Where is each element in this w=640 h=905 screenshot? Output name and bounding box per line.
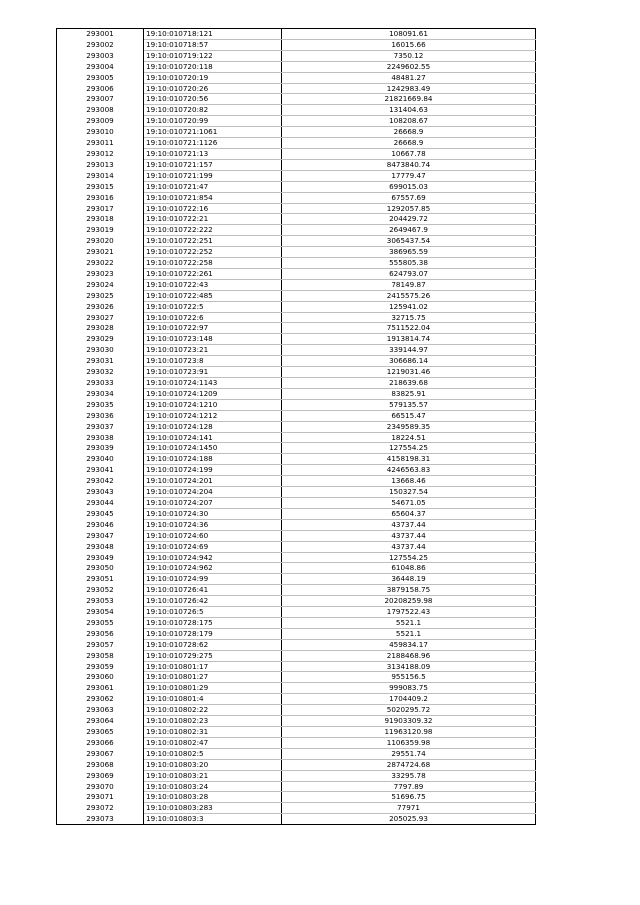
table-row [57, 661, 536, 672]
cadastral-number-cell: 19:10:010724:201 [144, 476, 282, 487]
amount-cell: 699015.03 [282, 181, 536, 192]
row-id-cell: 293021 [57, 247, 144, 258]
table-row [57, 694, 536, 705]
row-id-cell: 293042 [57, 476, 144, 487]
amount-cell: 51696.75 [282, 792, 536, 803]
cadastral-number-cell: 19:10:010724:942 [144, 552, 282, 563]
cadastral-number-cell: 19:10:010724:1210 [144, 399, 282, 410]
row-id-cell: 293051 [57, 574, 144, 585]
row-id-cell: 293003 [57, 50, 144, 61]
table-row [57, 203, 536, 214]
table-row [57, 410, 536, 421]
row-id-cell: 293037 [57, 421, 144, 432]
row-id-cell: 293055 [57, 617, 144, 628]
amount-cell: 13668.46 [282, 476, 536, 487]
cadastral-number-cell: 19:10:010722:261 [144, 268, 282, 279]
cadastral-number-cell: 19:10:010801:4 [144, 694, 282, 705]
amount-cell: 2649467.9 [282, 225, 536, 236]
cadastral-number-cell: 19:10:010718:121 [144, 29, 282, 40]
cadastral-number-cell: 19:10:010723:21 [144, 345, 282, 356]
table-row [57, 225, 536, 236]
amount-cell: 48481.27 [282, 72, 536, 83]
row-id-cell: 293070 [57, 781, 144, 792]
cadastral-number-cell: 19:10:010724:1209 [144, 388, 282, 399]
table-row [57, 519, 536, 530]
table-row [57, 29, 536, 40]
amount-cell: 1292057.85 [282, 203, 536, 214]
amount-cell: 17779.47 [282, 170, 536, 181]
table-row [57, 596, 536, 607]
amount-cell: 108091.61 [282, 29, 536, 40]
table-row [57, 138, 536, 149]
cadastral-number-cell: 19:10:010801:27 [144, 672, 282, 683]
row-id-cell: 293005 [57, 72, 144, 83]
amount-cell: 339144.97 [282, 345, 536, 356]
amount-cell: 1219031.46 [282, 367, 536, 378]
table-row [57, 814, 536, 825]
cadastral-number-cell: 19:10:010802:22 [144, 705, 282, 716]
cadastral-number-cell: 19:10:010722:5 [144, 301, 282, 312]
cadastral-number-cell: 19:10:010724:69 [144, 541, 282, 552]
row-id-cell: 293011 [57, 138, 144, 149]
cadastral-number-cell: 19:10:010720:26 [144, 83, 282, 94]
cadastral-number-cell: 19:10:010802:23 [144, 716, 282, 727]
amount-cell: 5521.1 [282, 617, 536, 628]
amount-cell: 555805.38 [282, 258, 536, 269]
row-id-cell: 293031 [57, 356, 144, 367]
cadastral-number-cell: 19:10:010722:252 [144, 247, 282, 258]
amount-cell: 7797.89 [282, 781, 536, 792]
amount-cell: 127554.25 [282, 443, 536, 454]
amount-cell: 83825.91 [282, 388, 536, 399]
amount-cell: 66515.47 [282, 410, 536, 421]
cadastral-number-cell: 19:10:010724:1450 [144, 443, 282, 454]
amount-cell: 65604.37 [282, 508, 536, 519]
table-row [57, 432, 536, 443]
cadastral-number-cell: 19:10:010722:485 [144, 290, 282, 301]
table-row [57, 803, 536, 814]
table-row [57, 759, 536, 770]
row-id-cell: 293035 [57, 399, 144, 410]
row-id-cell: 293023 [57, 268, 144, 279]
cadastral-number-cell: 19:10:010803:28 [144, 792, 282, 803]
table-row [57, 617, 536, 628]
table-row [57, 279, 536, 290]
row-id-cell: 293033 [57, 378, 144, 389]
amount-cell: 205025.93 [282, 814, 536, 825]
amount-cell: 7511522.04 [282, 323, 536, 334]
amount-cell: 1704409.2 [282, 694, 536, 705]
cadastral-number-cell: 19:10:010724:188 [144, 454, 282, 465]
row-id-cell: 293030 [57, 345, 144, 356]
cadastral-number-cell: 19:10:010721:1126 [144, 138, 282, 149]
cadastral-number-cell: 19:10:010803:283 [144, 803, 282, 814]
table-row [57, 541, 536, 552]
amount-cell: 7350.12 [282, 50, 536, 61]
row-id-cell: 293006 [57, 83, 144, 94]
cadastral-number-cell: 19:10:010724:962 [144, 563, 282, 574]
row-id-cell: 293054 [57, 607, 144, 618]
amount-cell: 218639.68 [282, 378, 536, 389]
cadastral-number-cell: 19:10:010801:17 [144, 661, 282, 672]
row-id-cell: 293044 [57, 497, 144, 508]
row-id-cell: 293067 [57, 748, 144, 759]
amount-cell: 5020295.72 [282, 705, 536, 716]
amount-cell: 204429.72 [282, 214, 536, 225]
amount-cell: 955156.5 [282, 672, 536, 683]
amount-cell: 108208.67 [282, 116, 536, 127]
amount-cell: 29551.74 [282, 748, 536, 759]
row-id-cell: 293064 [57, 716, 144, 727]
amount-cell: 26668.9 [282, 138, 536, 149]
amount-cell: 67557.69 [282, 192, 536, 203]
row-id-cell: 293024 [57, 279, 144, 290]
amount-cell: 54671.05 [282, 497, 536, 508]
cadastral-number-cell: 19:10:010722:97 [144, 323, 282, 334]
cadastral-number-cell: 19:10:010724:141 [144, 432, 282, 443]
table-row [57, 378, 536, 389]
table-row [57, 487, 536, 498]
amount-cell: 1106359.98 [282, 737, 536, 748]
cadastral-number-cell: 19:10:010728:62 [144, 639, 282, 650]
cadastral-number-cell: 19:10:010723:8 [144, 356, 282, 367]
table-row [57, 476, 536, 487]
cadastral-number-cell: 19:10:010729:275 [144, 650, 282, 661]
row-id-cell: 293045 [57, 508, 144, 519]
amount-cell: 21821669.84 [282, 94, 536, 105]
cadastral-number-cell: 19:10:010722:16 [144, 203, 282, 214]
cadastral-number-cell: 19:10:010726:5 [144, 607, 282, 618]
row-id-cell: 293038 [57, 432, 144, 443]
table-row [57, 530, 536, 541]
amount-cell: 3879158.75 [282, 585, 536, 596]
amount-cell: 4158198.31 [282, 454, 536, 465]
table-row [57, 737, 536, 748]
amount-cell: 36448.19 [282, 574, 536, 585]
row-id-cell: 293008 [57, 105, 144, 116]
cadastral-number-cell: 19:10:010724:204 [144, 487, 282, 498]
amount-cell: 43737.44 [282, 541, 536, 552]
cadastral-number-cell: 19:10:010721:47 [144, 181, 282, 192]
table-row [57, 497, 536, 508]
table-row [57, 683, 536, 694]
row-id-cell: 293050 [57, 563, 144, 574]
amount-cell: 624793.07 [282, 268, 536, 279]
row-id-cell: 293061 [57, 683, 144, 694]
row-id-cell: 293015 [57, 181, 144, 192]
cadastral-number-cell: 19:10:010721:157 [144, 159, 282, 170]
amount-cell: 3065437.54 [282, 236, 536, 247]
row-id-cell: 293017 [57, 203, 144, 214]
table-row [57, 781, 536, 792]
amount-cell: 43737.44 [282, 530, 536, 541]
amount-cell: 5521.1 [282, 628, 536, 639]
amount-cell: 3134188.09 [282, 661, 536, 672]
amount-cell: 1242983.49 [282, 83, 536, 94]
table-row [57, 356, 536, 367]
row-id-cell: 293069 [57, 770, 144, 781]
table-row [57, 443, 536, 454]
row-id-cell: 293010 [57, 127, 144, 138]
row-id-cell: 293040 [57, 454, 144, 465]
amount-cell: 150327.54 [282, 487, 536, 498]
table-row [57, 421, 536, 432]
row-id-cell: 293047 [57, 530, 144, 541]
row-id-cell: 293009 [57, 116, 144, 127]
row-id-cell: 293001 [57, 29, 144, 40]
cadastral-number-cell: 19:10:010720:56 [144, 94, 282, 105]
cadastral-number-cell: 19:10:010802:47 [144, 737, 282, 748]
amount-cell: 26668.9 [282, 127, 536, 138]
amount-cell: 459834.17 [282, 639, 536, 650]
table-row [57, 770, 536, 781]
cadastral-number-cell: 19:10:010718:57 [144, 39, 282, 50]
table-row [57, 247, 536, 258]
table-row [57, 39, 536, 50]
table-row [57, 563, 536, 574]
table-row [57, 214, 536, 225]
table-row [57, 268, 536, 279]
row-id-cell: 293056 [57, 628, 144, 639]
amount-cell: 2874724.68 [282, 759, 536, 770]
table-row [57, 585, 536, 596]
table-row [57, 672, 536, 683]
cadastral-number-cell: 19:10:010724:1212 [144, 410, 282, 421]
cadastral-number-cell: 19:10:010728:179 [144, 628, 282, 639]
cadastral-number-cell: 19:10:010722:21 [144, 214, 282, 225]
table-row [57, 639, 536, 650]
cadastral-number-cell: 19:10:010724:207 [144, 497, 282, 508]
table-row [57, 748, 536, 759]
amount-cell: 10667.78 [282, 148, 536, 159]
cadastral-number-cell: 19:10:010724:1143 [144, 378, 282, 389]
amount-cell: 8473840.74 [282, 159, 536, 170]
table-row [57, 116, 536, 127]
table-row [57, 650, 536, 661]
row-id-cell: 293019 [57, 225, 144, 236]
row-id-cell: 293016 [57, 192, 144, 203]
row-id-cell: 293062 [57, 694, 144, 705]
table-row [57, 258, 536, 269]
row-id-cell: 293004 [57, 61, 144, 72]
cadastral-number-cell: 19:10:010724:30 [144, 508, 282, 519]
table-row [57, 388, 536, 399]
cadastral-number-cell: 19:10:010719:122 [144, 50, 282, 61]
table-row [57, 83, 536, 94]
document-page [56, 28, 532, 825]
table-row [57, 148, 536, 159]
row-id-cell: 293036 [57, 410, 144, 421]
row-id-cell: 293028 [57, 323, 144, 334]
row-id-cell: 293014 [57, 170, 144, 181]
table-row [57, 367, 536, 378]
amount-cell: 18224.51 [282, 432, 536, 443]
row-id-cell: 293032 [57, 367, 144, 378]
row-id-cell: 293071 [57, 792, 144, 803]
cadastral-number-cell: 19:10:010720:99 [144, 116, 282, 127]
table-row [57, 312, 536, 323]
cadastral-number-cell: 19:10:010724:60 [144, 530, 282, 541]
amount-cell: 1797522.43 [282, 607, 536, 618]
cadastral-number-cell: 19:10:010721:1061 [144, 127, 282, 138]
table-row [57, 236, 536, 247]
table-row [57, 94, 536, 105]
table-row [57, 705, 536, 716]
row-id-cell: 293012 [57, 148, 144, 159]
cadastral-number-cell: 19:10:010724:128 [144, 421, 282, 432]
row-id-cell: 293058 [57, 650, 144, 661]
table-row [57, 465, 536, 476]
amount-cell: 78149.87 [282, 279, 536, 290]
table-row [57, 399, 536, 410]
cadastral-number-cell: 19:10:010803:24 [144, 781, 282, 792]
table-row [57, 607, 536, 618]
row-id-cell: 293022 [57, 258, 144, 269]
cadastral-number-cell: 19:10:010802:5 [144, 748, 282, 759]
amount-cell: 16015.66 [282, 39, 536, 50]
amount-cell: 306686.14 [282, 356, 536, 367]
cadastral-number-cell: 19:10:010722:258 [144, 258, 282, 269]
cadastral-number-cell: 19:10:010726:41 [144, 585, 282, 596]
amount-cell: 386965.59 [282, 247, 536, 258]
cadastral-number-cell: 19:10:010803:3 [144, 814, 282, 825]
row-id-cell: 293002 [57, 39, 144, 50]
cadastral-number-cell: 19:10:010722:43 [144, 279, 282, 290]
cadastral-number-cell: 19:10:010721:199 [144, 170, 282, 181]
table-row [57, 181, 536, 192]
cadastral-number-cell: 19:10:010728:175 [144, 617, 282, 628]
cadastral-number-cell: 19:10:010803:21 [144, 770, 282, 781]
table-row [57, 574, 536, 585]
row-id-cell: 293013 [57, 159, 144, 170]
table-row [57, 290, 536, 301]
table-row [57, 716, 536, 727]
cadastral-number-cell: 19:10:010724:36 [144, 519, 282, 530]
row-id-cell: 293052 [57, 585, 144, 596]
cadastral-number-cell: 19:10:010720:19 [144, 72, 282, 83]
row-id-cell: 293029 [57, 334, 144, 345]
cadastral-number-cell: 19:10:010720:82 [144, 105, 282, 116]
row-id-cell: 293043 [57, 487, 144, 498]
table-row [57, 552, 536, 563]
amount-cell: 127554.25 [282, 552, 536, 563]
table-row [57, 170, 536, 181]
row-id-cell: 293057 [57, 639, 144, 650]
amount-cell: 20208259.98 [282, 596, 536, 607]
cadastral-number-cell: 19:10:010722:222 [144, 225, 282, 236]
amount-cell: 125941.02 [282, 301, 536, 312]
row-id-cell: 293068 [57, 759, 144, 770]
table-row [57, 301, 536, 312]
row-id-cell: 293020 [57, 236, 144, 247]
cadastral-number-cell: 19:10:010726:42 [144, 596, 282, 607]
amount-cell: 1913814.74 [282, 334, 536, 345]
row-id-cell: 293018 [57, 214, 144, 225]
row-id-cell: 293073 [57, 814, 144, 825]
row-id-cell: 293041 [57, 465, 144, 476]
amount-cell: 2249602.55 [282, 61, 536, 72]
amount-cell: 91903309.32 [282, 716, 536, 727]
row-id-cell: 293066 [57, 737, 144, 748]
table-body [57, 29, 536, 825]
row-id-cell: 293027 [57, 312, 144, 323]
table-row [57, 72, 536, 83]
cadastral-number-cell: 19:10:010723:91 [144, 367, 282, 378]
cadastral-table [56, 28, 536, 825]
cadastral-number-cell: 19:10:010722:6 [144, 312, 282, 323]
row-id-cell: 293034 [57, 388, 144, 399]
table-row [57, 323, 536, 334]
row-id-cell: 293007 [57, 94, 144, 105]
table-row [57, 628, 536, 639]
table-row [57, 127, 536, 138]
amount-cell: 2188468.96 [282, 650, 536, 661]
amount-cell: 61048.86 [282, 563, 536, 574]
amount-cell: 2349589.35 [282, 421, 536, 432]
row-id-cell: 293072 [57, 803, 144, 814]
table-row [57, 61, 536, 72]
cadastral-number-cell: 19:10:010723:148 [144, 334, 282, 345]
amount-cell: 32715.75 [282, 312, 536, 323]
table-row [57, 105, 536, 116]
row-id-cell: 293065 [57, 727, 144, 738]
table-row [57, 192, 536, 203]
cadastral-number-cell: 19:10:010720:118 [144, 61, 282, 72]
table-row [57, 159, 536, 170]
amount-cell: 4246563.83 [282, 465, 536, 476]
amount-cell: 131404.63 [282, 105, 536, 116]
row-id-cell: 293053 [57, 596, 144, 607]
amount-cell: 2415575.26 [282, 290, 536, 301]
cadastral-number-cell: 19:10:010721:854 [144, 192, 282, 203]
amount-cell: 77971 [282, 803, 536, 814]
row-id-cell: 293039 [57, 443, 144, 454]
amount-cell: 999083.75 [282, 683, 536, 694]
row-id-cell: 293063 [57, 705, 144, 716]
table-row [57, 345, 536, 356]
amount-cell: 33295.78 [282, 770, 536, 781]
table-row [57, 508, 536, 519]
cadastral-number-cell: 19:10:010724:199 [144, 465, 282, 476]
cadastral-number-cell: 19:10:010803:20 [144, 759, 282, 770]
table-row [57, 50, 536, 61]
amount-cell: 11963120.98 [282, 727, 536, 738]
cadastral-number-cell: 19:10:010802:31 [144, 727, 282, 738]
cadastral-number-cell: 19:10:010721:13 [144, 148, 282, 159]
cadastral-number-cell: 19:10:010724:99 [144, 574, 282, 585]
table-row [57, 334, 536, 345]
table-row [57, 454, 536, 465]
row-id-cell: 293048 [57, 541, 144, 552]
row-id-cell: 293049 [57, 552, 144, 563]
table-row [57, 727, 536, 738]
row-id-cell: 293059 [57, 661, 144, 672]
row-id-cell: 293025 [57, 290, 144, 301]
row-id-cell: 293046 [57, 519, 144, 530]
row-id-cell: 293060 [57, 672, 144, 683]
amount-cell: 579135.57 [282, 399, 536, 410]
cadastral-number-cell: 19:10:010801:29 [144, 683, 282, 694]
cadastral-number-cell: 19:10:010722:251 [144, 236, 282, 247]
row-id-cell: 293026 [57, 301, 144, 312]
table-row [57, 792, 536, 803]
amount-cell: 43737.44 [282, 519, 536, 530]
